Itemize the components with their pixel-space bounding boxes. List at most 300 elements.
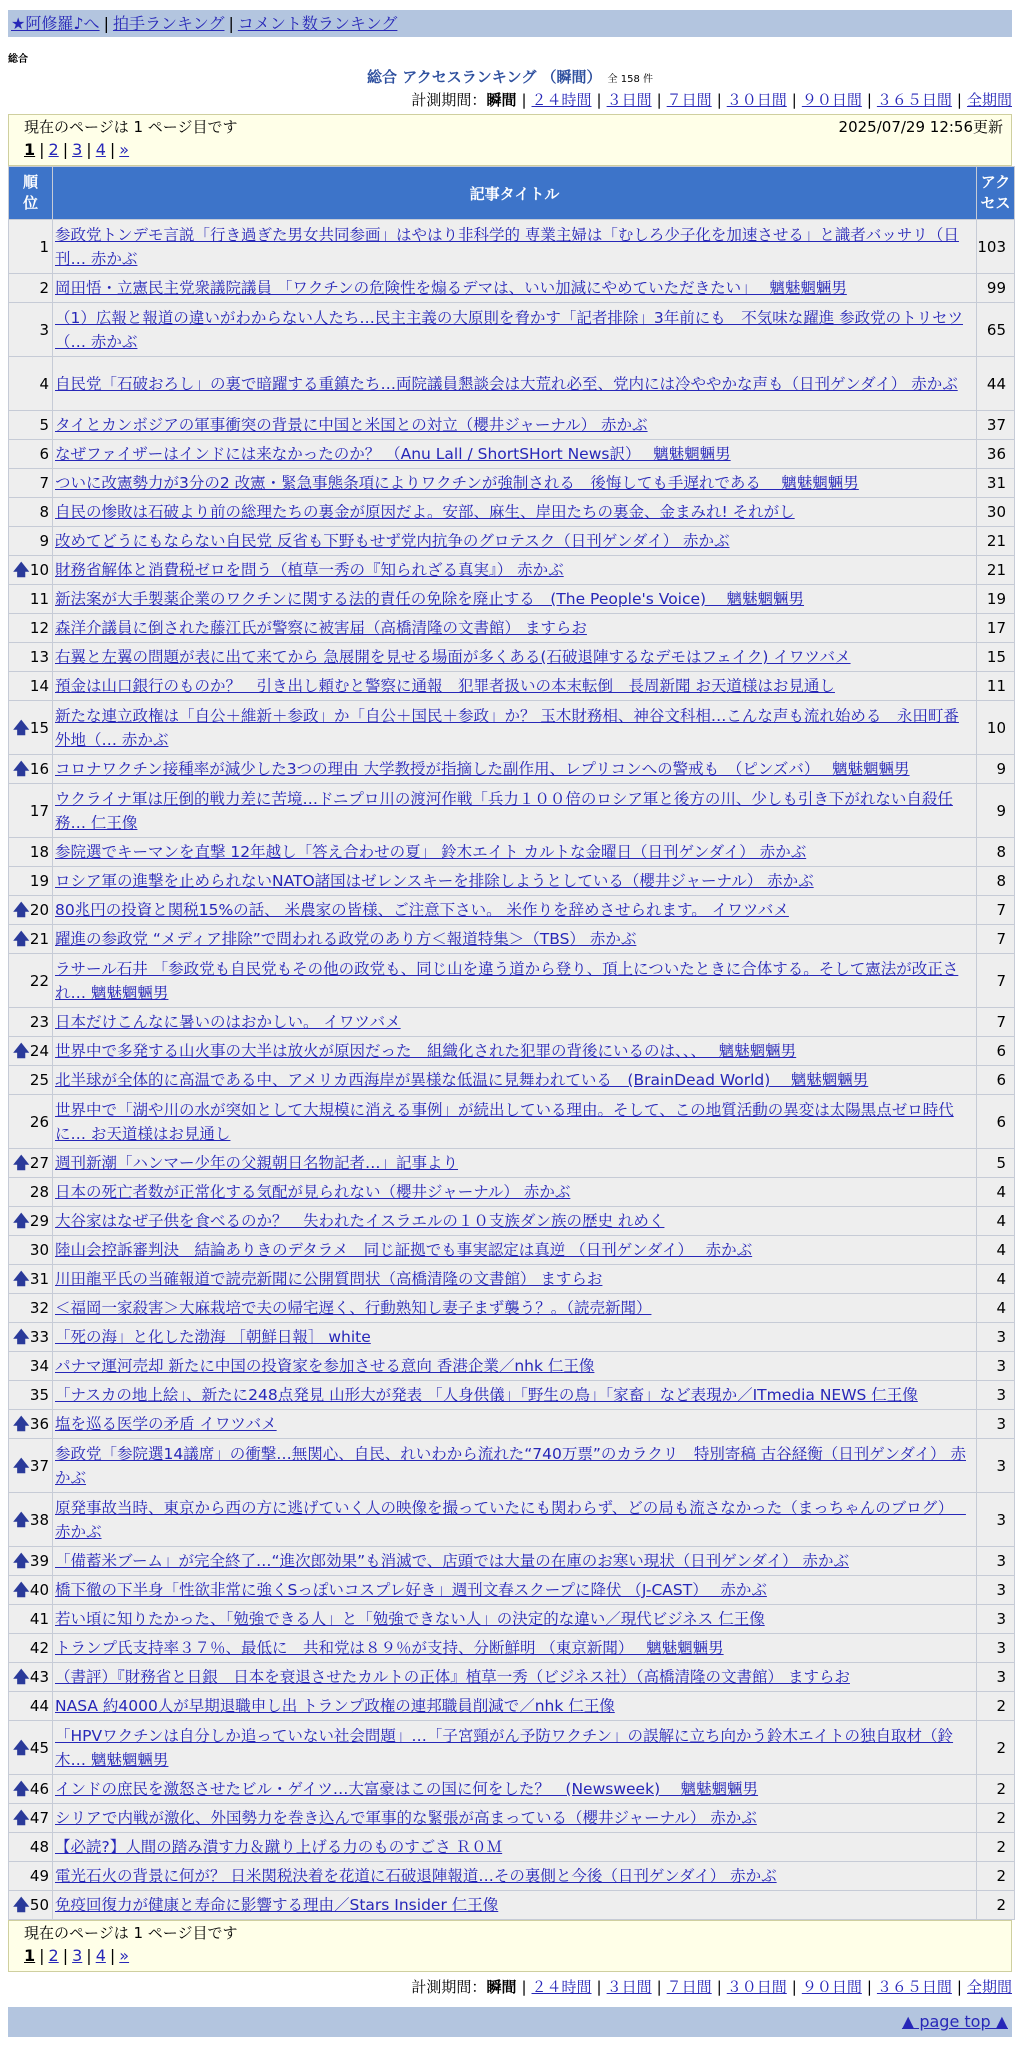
- rank-number: 42: [29, 1639, 49, 1657]
- article-link[interactable]: インドの庶民を激怒させたビル・ゲイツ…大富豪はこの国に何をした？ (Newsweek) 魑魅魍魎男: [55, 1780, 759, 1798]
- title-cell: [53, 1862, 977, 1891]
- article-link[interactable]: 「HPVワクチンは自分しか追っていない社会問題」…「子宮頸がん予防ワクチン」の誤解に立ち向かう鈴木エイトの独自取材（鈴木… 魑魅魍魎男: [55, 1726, 954, 1769]
- top-period-current: 瞬間: [486, 91, 517, 109]
- title-cell: [53, 527, 977, 556]
- table-row: [9, 1493, 1015, 1547]
- access-count: 10: [977, 701, 1015, 755]
- article-link[interactable]: 改めてどうにもならない自民党 反省も下野もせず党内抗争のグロテスク（日刊ゲンダイ） 赤かぶ: [55, 532, 730, 550]
- access-count: 3: [977, 1352, 1015, 1381]
- rank-cell: [9, 784, 53, 838]
- table-row: [9, 1410, 1015, 1439]
- rank-number: 10: [29, 561, 49, 579]
- table-row: [9, 303, 1015, 357]
- table-row: [9, 784, 1015, 838]
- rank-up-arrow-icon: 🡅: [13, 1808, 30, 1827]
- access-count: 4: [977, 1265, 1015, 1294]
- article-link[interactable]: 「死の海」と化した渤海 ［朝鮮日報］ white: [55, 1328, 371, 1346]
- article-link[interactable]: 世界中で多発する山火事の大半は放火が原因だった 組織化された犯罪の背後にいるのは、、、 魑魅魍魎男: [55, 1042, 797, 1060]
- article-link[interactable]: 原発事故当時、東京から西の方に逃げていく人の映像を撮っていたにも関わらず、どの局も流さなかった（まっちゃんのブログ） 赤かぶ: [55, 1498, 966, 1541]
- title-cell: [53, 614, 977, 643]
- article-link[interactable]: 躍進の参政党 “メディア排除”で問われる政党のあり方＜報道特集＞（TBS） 赤かぶ: [55, 930, 637, 948]
- table-row: [9, 274, 1015, 303]
- access-count: 3: [977, 1381, 1015, 1410]
- rank-cell: [9, 643, 53, 672]
- rank-number: 12: [29, 619, 49, 637]
- access-count: 3: [977, 1493, 1015, 1547]
- nav-link-asyura[interactable]: ★阿修羅♪へ: [11, 14, 100, 33]
- article-link[interactable]: 若い頃に知りたかった、「勉強できる人」と「勉強できない人」の決定的な違い／現代ビジネス 仁王像: [55, 1610, 765, 1628]
- article-link[interactable]: 森洋介議員に倒された藤江氏が警察に被害届（高橋清隆の文書館） ますらお: [55, 619, 587, 637]
- access-count: 3: [977, 1576, 1015, 1605]
- rank-up-arrow-icon: 🡅: [13, 1667, 30, 1686]
- table-row: [9, 585, 1015, 614]
- top-period-link-4[interactable]: ３０日間: [726, 91, 787, 109]
- title-cell: [53, 755, 977, 784]
- access-count: 99: [977, 274, 1015, 303]
- title-cell: [53, 1265, 977, 1294]
- table-row: [9, 1381, 1015, 1410]
- article-link[interactable]: 参政党トンデモ言説「行き過ぎた男女共同参画」はやはり非科学的 専業主婦は「むしろ少子化を加速させる」と識者バッサリ（日刊… 赤かぶ: [55, 225, 959, 268]
- table-row: [9, 498, 1015, 527]
- access-count: 3: [977, 1323, 1015, 1352]
- rank-number: 9: [39, 532, 49, 550]
- rank-number: 46: [29, 1780, 49, 1798]
- access-count: 21: [977, 527, 1015, 556]
- rank-number: 50: [29, 1896, 49, 1914]
- top-pager-page-2[interactable]: 2: [48, 140, 59, 159]
- title-cell: [53, 1576, 977, 1605]
- footer-bar: [8, 2007, 1012, 2037]
- title-cell: [53, 643, 977, 672]
- rank-cell: [9, 357, 53, 411]
- article-link[interactable]: 財務省解体と消費税ゼロを問う（植草一秀の『知られざる真実』） 赤かぶ: [55, 561, 564, 579]
- ranking-table: [8, 166, 1015, 1920]
- period-separator: |: [716, 91, 722, 109]
- table-row: [9, 672, 1015, 701]
- article-link[interactable]: 電光石火の背景に何が？ 日米関税決着を花道に石破退陣報道…その裏側と今後（日刊ゲンダイ） 赤かぶ: [55, 1867, 777, 1885]
- period-separator: |: [956, 1978, 962, 1996]
- rank-cell: [9, 1323, 53, 1352]
- table-row: [9, 1775, 1015, 1804]
- article-link[interactable]: 世界中で「湖や川の水が突如として大規模に消える事例」が続出している理由。そして、この地質活動の異変は太陽黒点ゼロ時代に… お天道様はお見通し: [55, 1100, 954, 1143]
- pager-separator: |: [86, 140, 92, 159]
- access-count: 31: [977, 469, 1015, 498]
- access-count: 44: [977, 357, 1015, 411]
- rank-up-arrow-icon: 🡅: [13, 1779, 30, 1798]
- rank-number: 20: [29, 901, 49, 919]
- title-cell: [53, 1410, 977, 1439]
- rank-number: 8: [39, 503, 49, 521]
- rank-number: 41: [29, 1610, 49, 1628]
- article-link[interactable]: 自民党「石破おろし」の裏で暗躍する重鎮たち…両院議員懇談会は大荒れ必至、党内には冷ややかな声も（日刊ゲンダイ） 赤かぶ: [55, 374, 958, 393]
- rank-number: 27: [29, 1154, 49, 1172]
- bottom-period-current: 瞬間: [486, 1978, 517, 1996]
- rank-cell: [9, 614, 53, 643]
- table-row: [9, 1576, 1015, 1605]
- access-count: 11: [977, 672, 1015, 701]
- bottom-pager-page-3[interactable]: 3: [72, 1946, 83, 1965]
- article-link[interactable]: 週刊新潮「ハンマー少年の父親朝日名物記者…」記事より: [55, 1154, 459, 1172]
- article-link[interactable]: ロシア軍の進撃を止められないNATO諸国はゼレンスキーを排除しようとしている（櫻井ジャーナル） 赤かぶ: [55, 872, 814, 890]
- article-link[interactable]: ウクライナ軍は圧倒的戦力差に苦境…ドニプロ川の渡河作戦「兵力１００倍のロシア軍と後方の川、少しも引き下がれない自殺任務… 仁王像: [55, 789, 953, 832]
- table-row: [9, 1066, 1015, 1095]
- title-cell: [53, 1149, 977, 1178]
- category-label: 総合: [8, 54, 28, 65]
- top-period-link-5[interactable]: ９０日間: [801, 91, 862, 109]
- period-separator: |: [716, 1978, 722, 1996]
- bottom-pager-page-2[interactable]: 2: [48, 1946, 59, 1965]
- rank-cell: [9, 1352, 53, 1381]
- access-count: 9: [977, 784, 1015, 838]
- access-count: 2: [977, 1833, 1015, 1862]
- rank-up-arrow-icon: 🡅: [13, 1041, 30, 1060]
- top-pager-page-4[interactable]: 4: [95, 140, 106, 159]
- table-row: [9, 925, 1015, 954]
- article-link[interactable]: 【必読?】人間の踏み潰す力＆蹴り上げる力のものすごさ Ｒ０Ｍ: [55, 1838, 503, 1856]
- period-separator: |: [791, 1978, 797, 1996]
- rank-number: 23: [29, 1013, 49, 1031]
- rank-cell: [9, 1804, 53, 1833]
- table-row: [9, 1178, 1015, 1207]
- title-cell: [53, 1804, 977, 1833]
- title-cell: [53, 498, 977, 527]
- article-link[interactable]: 右翼と左翼の問題が表に出て来てから 急展開を見せる場面が多くある(石破退陣するなデモはフェイク) イワツバメ: [55, 648, 851, 666]
- top-pager-current-page: 1: [24, 140, 36, 159]
- title-cell: [53, 1439, 977, 1493]
- article-link[interactable]: NASA 約4000人が早期退職申し出 トランプ政権の連邦職員削減で／nhk 仁王像: [55, 1697, 615, 1715]
- article-link[interactable]: 参院選でキーマンを直撃 12年越し「答え合わせの夏」 鈴木エイト カルトな金曜日（日刊ゲンダイ） 赤かぶ: [55, 843, 807, 861]
- article-link[interactable]: ラサール石井 「参政党も自民党もその他の政党も、同じ山を違う道から登り、頂上についたときに合体する。そして憲法が改正され… 魑魅魍魎男: [55, 959, 959, 1002]
- article-link[interactable]: 大谷家はなぜ子供を食べるのか？ 失われたイスラエルの１０支族ダン族の歴史 れめく: [55, 1212, 665, 1230]
- rank-cell: [9, 1692, 53, 1721]
- rank-number: 22: [29, 971, 49, 990]
- column-header-access: アク セス: [977, 167, 1015, 220]
- rank-number: 4: [39, 374, 49, 393]
- title-cell: [53, 838, 977, 867]
- access-count: 7: [977, 954, 1015, 1008]
- rank-cell: [9, 1008, 53, 1037]
- access-count: 8: [977, 838, 1015, 867]
- rank-cell: [9, 925, 53, 954]
- access-count: 2: [977, 1775, 1015, 1804]
- table-row: [9, 411, 1015, 440]
- access-count: 37: [977, 411, 1015, 440]
- rank-cell: [9, 867, 53, 896]
- rank-cell: [9, 672, 53, 701]
- table-row: [9, 1149, 1015, 1178]
- rank-number: 44: [29, 1697, 49, 1715]
- title-cell: [53, 1547, 977, 1576]
- article-link[interactable]: 岡田悟・立憲民主党衆議院議員 「ワクチンの危険性を煽るデマは、いい加減にやめていただきたい」 魑魅魍魎男: [55, 279, 847, 297]
- rank-up-arrow-icon: 🡅: [13, 1153, 30, 1172]
- rank-number: 16: [29, 760, 49, 778]
- current-page-text: 現在のページは 1 ページ目です: [24, 118, 238, 136]
- nav-link-comment-ranking[interactable]: コメント数ランキング: [237, 14, 398, 33]
- article-link[interactable]: 自民の惨敗は石破より前の総理たちの裏金が原因だよ。安部、麻生、岸田たちの裏金、金まみれ! それがし: [55, 503, 795, 521]
- rank-number: 17: [29, 801, 49, 820]
- rank-up-arrow-icon: 🡅: [13, 1327, 30, 1346]
- nav-link-applause-ranking[interactable]: 拍手ランキング: [112, 14, 225, 33]
- rank-cell: [9, 1721, 53, 1775]
- article-link[interactable]: 80兆円の投資と関税15%の話、 米農家の皆様、ご注意下さい。 米作りを辞めさせられます。 イワツバメ: [55, 901, 789, 919]
- article-link[interactable]: タイとカンボジアの軍事衝突の背景に中国と米国との対立（櫻井ジャーナル） 赤かぶ: [55, 416, 648, 434]
- rank-cell: [9, 954, 53, 1008]
- table-row: [9, 357, 1015, 411]
- article-link[interactable]: シリアで内戦が激化、外国勢力を巻き込んで軍事的な緊張が高まっている（櫻井ジャーナル） 赤かぶ: [55, 1809, 757, 1827]
- article-link[interactable]: トランプ氏支持率３７％、最低に 共和党は８９％が支持、分断鮮明 （東京新聞） 魑魅魍魎男: [55, 1639, 724, 1657]
- rank-cell: [9, 1149, 53, 1178]
- rank-number: 33: [29, 1328, 49, 1346]
- article-link[interactable]: 「ナスカの地上絵」、新たに248点発見 山形大が発表 「人身供儀」「野生の鳥」「家畜」など表現か／ITmedia NEWS 仁王像: [55, 1386, 918, 1404]
- top-nav: [8, 10, 1012, 37]
- title-cell: [53, 1207, 977, 1236]
- rank-cell: [9, 1207, 53, 1236]
- column-header-title: 記事タイトル: [53, 167, 977, 220]
- article-link[interactable]: 陸山会控訴審判決 結論ありきのデタラメ 同じ証拠でも事実認定は真逆 （日刊ゲンダイ） 赤かぶ: [55, 1241, 753, 1259]
- article-link[interactable]: （1）広報と報道の違いがわからない人たち…民主主義の大原則を脅かす「記者排除」3年前にも 不気味な躍進 参政党のトリセツ（… 赤かぶ: [55, 308, 963, 351]
- rank-cell: [9, 1862, 53, 1891]
- access-count: 36: [977, 440, 1015, 469]
- rank-cell: [9, 469, 53, 498]
- article-link[interactable]: パナマ運河売却 新たに中国の投資家を参加させる意向 香港企業／nhk 仁王像: [55, 1357, 595, 1375]
- rank-number: 6: [39, 445, 49, 463]
- table-row: [9, 556, 1015, 585]
- page-info-bottom: [8, 1920, 1012, 1972]
- access-count: 3: [977, 1439, 1015, 1493]
- article-link[interactable]: 日本だけこんなに暑いのはおかしい。 イワツバメ: [55, 1013, 401, 1031]
- rank-number: 1: [39, 237, 49, 256]
- rank-number: 45: [29, 1738, 49, 1757]
- access-count: 4: [977, 1178, 1015, 1207]
- title-cell: [53, 585, 977, 614]
- article-link[interactable]: 免疫回復力が健康と寿命に影響する理由／Stars Insider 仁王像: [55, 1896, 499, 1914]
- title-cell: [53, 357, 977, 411]
- rank-cell: [9, 556, 53, 585]
- period-separator: |: [656, 1978, 662, 1996]
- article-link[interactable]: 川田龍平氏の当確報道で読売新聞に公開質問状（高橋清隆の文書館） ますらお: [55, 1270, 603, 1288]
- title-cell: [53, 1692, 977, 1721]
- title-cell: [53, 440, 977, 469]
- article-link[interactable]: （書評）『財務省と日銀 日本を衰退させたカルトの正体』植草一秀（ビジネス社）（高橋清隆の文書館） ますらお: [55, 1668, 850, 1686]
- pager-separator: |: [39, 140, 45, 159]
- table-row: [9, 1804, 1015, 1833]
- bottom-pager-next[interactable]: »: [119, 1946, 130, 1965]
- rank-number: 13: [29, 648, 49, 666]
- period-separator: |: [521, 1978, 527, 1996]
- rank-up-arrow-icon: 🡅: [13, 1895, 30, 1914]
- pager-separator: |: [86, 1946, 92, 1965]
- title-cell: [53, 1634, 977, 1663]
- bottom-period-link-3[interactable]: ７日間: [666, 1978, 712, 1996]
- rank-number: 24: [29, 1042, 49, 1060]
- top-pager-next[interactable]: »: [119, 140, 130, 159]
- table-row: [9, 1008, 1015, 1037]
- top-period-link-1[interactable]: ２４時間: [531, 91, 592, 109]
- rank-number: 40: [29, 1581, 49, 1599]
- period-separator: |: [866, 91, 872, 109]
- top-period-link-7[interactable]: 全期間: [966, 91, 1012, 109]
- rank-cell: [9, 1178, 53, 1207]
- article-link[interactable]: 「備蓄米ブーム」が完全終了…“進次郎効果”も消滅で、店頭では大量の在庫のお寒い現状（日刊ゲンダイ） 赤かぶ: [55, 1552, 849, 1570]
- rank-number: 38: [29, 1510, 49, 1529]
- access-count: 2: [977, 1804, 1015, 1833]
- article-link[interactable]: ついに改憲勢力が3分の2 改憲・緊急事態条項によりワクチンが強制される 後悔しても手遅れである 魑魅魍魎男: [55, 474, 859, 492]
- current-page-text: 現在のページは 1 ページ目です: [24, 1924, 238, 1942]
- table-row: [9, 1721, 1015, 1775]
- title-cell: [53, 469, 977, 498]
- rank-cell: [9, 1605, 53, 1634]
- table-row: [9, 1634, 1015, 1663]
- access-count: 8: [977, 867, 1015, 896]
- access-count: 9: [977, 755, 1015, 784]
- title-cell: [53, 303, 977, 357]
- article-link[interactable]: 新たな連立政権は「自公＋維新＋参政」か「自公＋国民＋参政」か？ 玉木財務相、神谷文科相…こんな声も流れ始める 永田町番外地（… 赤かぶ: [55, 706, 959, 749]
- table-row: [9, 1439, 1015, 1493]
- rank-cell: [9, 1833, 53, 1862]
- rank-cell: [9, 440, 53, 469]
- access-count: 6: [977, 1095, 1015, 1149]
- rank-up-arrow-icon: 🡅: [13, 1551, 30, 1570]
- rank-number: 30: [29, 1241, 49, 1259]
- bottom-period-link-2[interactable]: ３日間: [606, 1978, 652, 1996]
- rank-number: 47: [29, 1809, 49, 1827]
- rank-up-arrow-icon: 🡅: [13, 1509, 30, 1529]
- article-link[interactable]: 北半球が全体的に高温である中、アメリカ西海岸が異様な低温に見舞われている (BrainDead World) 魑魅魍魎男: [55, 1071, 869, 1089]
- access-count: 30: [977, 498, 1015, 527]
- rank-cell: [9, 701, 53, 755]
- rank-number: 3: [39, 320, 49, 339]
- title-cell: [53, 701, 977, 755]
- table-row: [9, 1833, 1015, 1862]
- title-cell: [53, 556, 977, 585]
- title-cell: [53, 954, 977, 1008]
- article-link[interactable]: 日本の死亡者数が正常化する気配が見られない（櫻井ジャーナル） 赤かぶ: [55, 1183, 571, 1201]
- bottom-period-link-4[interactable]: ３０日間: [726, 1978, 787, 1996]
- pager-separator: |: [109, 1946, 116, 1965]
- access-count: 17: [977, 614, 1015, 643]
- rank-cell: [9, 1891, 53, 1920]
- title-cell: [53, 1381, 977, 1410]
- rank-number: 34: [29, 1357, 49, 1375]
- rank-number: 26: [29, 1112, 49, 1131]
- table-row: [9, 527, 1015, 556]
- access-count: 6: [977, 1037, 1015, 1066]
- table-row: [9, 1095, 1015, 1149]
- period-separator: |: [596, 91, 602, 109]
- rank-cell: [9, 527, 53, 556]
- bottom-period-link-1[interactable]: ２４時間: [531, 1978, 592, 1996]
- rank-up-arrow-icon: 🡅: [13, 1737, 30, 1757]
- page-info-top: [8, 114, 1012, 166]
- rank-cell: [9, 838, 53, 867]
- table-row: [9, 440, 1015, 469]
- rank-number: 28: [29, 1183, 49, 1201]
- access-count: 4: [977, 1236, 1015, 1265]
- article-link[interactable]: 預金は山口銀行のものか？ 引き出し頼むと警察に通報 犯罪者扱いの本末転倒 長周新聞 お天道様はお見通し: [55, 677, 835, 695]
- rank-cell: [9, 1663, 53, 1692]
- period-label: 計測期間：: [411, 1978, 487, 1996]
- table-row: [9, 896, 1015, 925]
- rank-cell: [9, 1294, 53, 1323]
- rank-cell: [9, 498, 53, 527]
- rank-number: 32: [29, 1299, 49, 1317]
- title-cell: [53, 220, 977, 274]
- top-pager-page-3[interactable]: 3: [72, 140, 83, 159]
- access-count: 2: [977, 1891, 1015, 1920]
- article-link[interactable]: ＜福岡一家殺害＞大麻栽培で夫の帰宅遅く、行動熟知し妻子まず襲う？。（読売新聞）: [55, 1299, 652, 1317]
- title-cell: [53, 1008, 977, 1037]
- table-row: [9, 1323, 1015, 1352]
- table-row: [9, 755, 1015, 784]
- rank-cell: [9, 1236, 53, 1265]
- article-link[interactable]: 参政党「参院選14議席」の衝撃…無関心、自民、れいわから流れた“740万票”のカラクリ 特別寄稿 古谷経衡（日刊ゲンダイ） 赤かぶ: [55, 1444, 966, 1487]
- access-count: 6: [977, 1066, 1015, 1095]
- period-separator: |: [956, 91, 962, 109]
- access-count: 65: [977, 303, 1015, 357]
- rank-number: 43: [29, 1668, 49, 1686]
- article-link[interactable]: 塩を巡る医学の矛盾 イワツバメ: [55, 1415, 277, 1433]
- article-link[interactable]: なぜファイザーはインドには来なかったのか？ （Anu Lall / ShortSHort News訳） 魑魅魍魎男: [55, 445, 731, 463]
- rank-number: 19: [29, 872, 49, 890]
- article-link[interactable]: 橋下徹の下半身「性欲非常に強くSっぽいコスプレ好き」週刊文春スクープに降伏 （J-CAST） 赤かぶ: [55, 1581, 767, 1599]
- rank-number: 18: [29, 843, 49, 861]
- period-label: 計測期間：: [411, 91, 487, 109]
- article-link[interactable]: コロナワクチン接種率が減少した3つの理由 大学教授が指摘した副作用、レプリコンへの警戒も （ピンズバ） 魑魅魍魎男: [55, 760, 910, 778]
- rank-up-arrow-icon: 🡅: [13, 1580, 30, 1599]
- table-row: [9, 1236, 1015, 1265]
- top-period-link-3[interactable]: ７日間: [666, 91, 712, 109]
- title-cell: [53, 1178, 977, 1207]
- title-cell: [53, 411, 977, 440]
- rank-cell: [9, 1439, 53, 1493]
- period-separator: |: [866, 1978, 872, 1996]
- rank-number: 25: [29, 1071, 49, 1089]
- page-top-link[interactable]: ▲ page top ▲: [901, 2012, 1008, 2031]
- rank-cell: [9, 585, 53, 614]
- pager-separator: |: [62, 1946, 69, 1965]
- article-link[interactable]: 新法案が大手製薬企業のワクチンに関する法的責任の免除を廃止する (The People's Voice) 魑魅魍魎男: [55, 590, 805, 608]
- title-cell: [53, 867, 977, 896]
- rank-number: 11: [29, 590, 49, 608]
- top-period-link-6[interactable]: ３６５日間: [876, 91, 952, 109]
- rank-cell: [9, 411, 53, 440]
- table-row: [9, 1037, 1015, 1066]
- access-count: 3: [977, 1663, 1015, 1692]
- rank-number: 35: [29, 1386, 49, 1404]
- top-period-link-2[interactable]: ３日間: [606, 91, 652, 109]
- pager-separator: |: [62, 140, 69, 159]
- bottom-period-link-5[interactable]: ９０日間: [801, 1978, 862, 1996]
- rank-cell: [9, 896, 53, 925]
- bottom-pager-page-4[interactable]: 4: [95, 1946, 106, 1965]
- table-row: [9, 1352, 1015, 1381]
- period-selector-top: [8, 90, 1012, 110]
- nav-separator: |: [228, 14, 234, 33]
- table-row: [9, 1207, 1015, 1236]
- pagination-bottom: [24, 1944, 1003, 1968]
- bottom-period-link-6[interactable]: ３６５日間: [876, 1978, 952, 1996]
- title-cell: [53, 896, 977, 925]
- table-row: [9, 701, 1015, 755]
- title-cell: [53, 1323, 977, 1352]
- rank-up-arrow-icon: 🡅: [13, 1269, 30, 1288]
- bottom-period-link-7[interactable]: 全期間: [966, 1978, 1012, 1996]
- title-cell: [53, 1095, 977, 1149]
- rank-cell: [9, 1493, 53, 1547]
- title-cell: [53, 1891, 977, 1920]
- access-count: 103: [977, 220, 1015, 274]
- rank-number: 36: [29, 1415, 49, 1433]
